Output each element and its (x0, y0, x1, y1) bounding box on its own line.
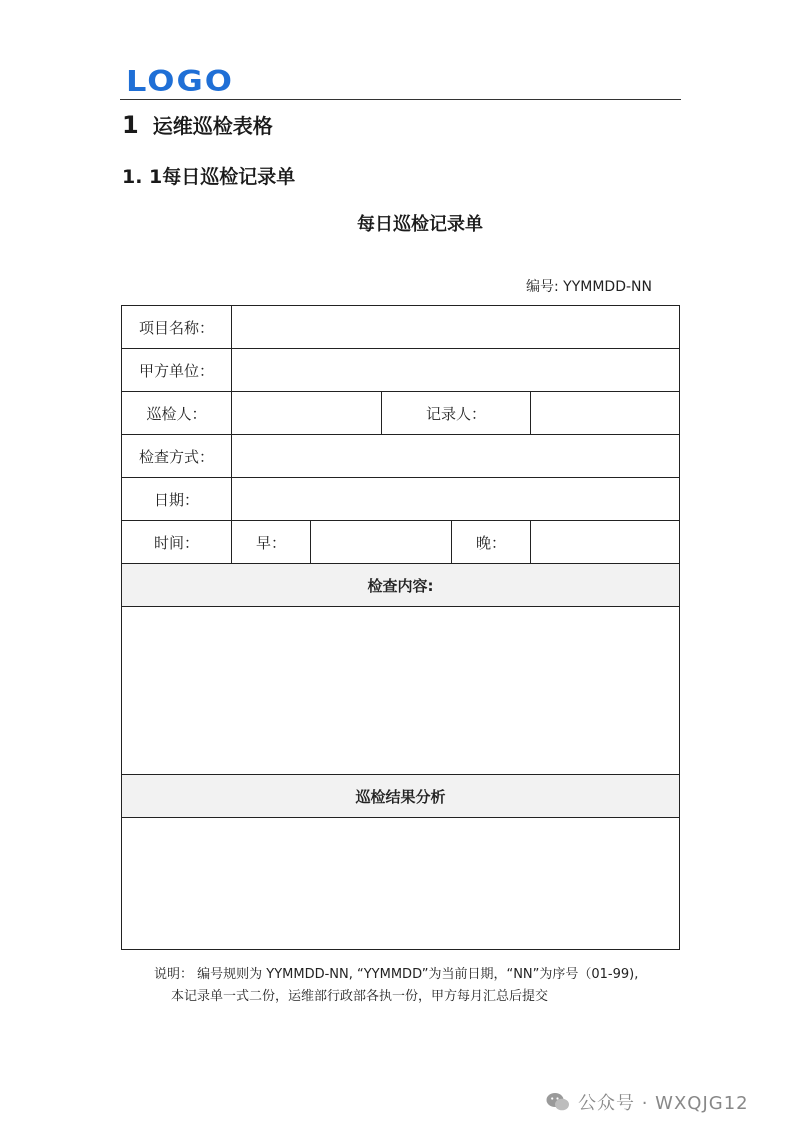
table-row (122, 607, 680, 775)
form-title: 每日巡检记录单 (357, 214, 483, 235)
party-a-field[interactable] (232, 349, 680, 392)
recorder-label: 记录人： (382, 392, 531, 435)
section-heading (122, 110, 273, 139)
morning-field[interactable] (311, 521, 452, 564)
section-title: 运维巡检表格 (152, 114, 273, 138)
table-row (122, 818, 680, 950)
inspector-field[interactable] (232, 392, 382, 435)
date-label: 日期： (122, 478, 232, 521)
inspection-form (121, 305, 680, 950)
project-name-label: 项目名称： (122, 306, 232, 349)
table-row (122, 521, 680, 564)
evening-field[interactable] (531, 521, 680, 564)
recorder-field[interactable] (531, 392, 680, 435)
project-name-field[interactable] (232, 306, 680, 349)
table-row (122, 392, 680, 435)
table-row (122, 306, 680, 349)
evening-label: 晚： (452, 521, 531, 564)
method-field[interactable] (232, 435, 680, 478)
analysis-field[interactable] (122, 818, 680, 950)
method-label: 检查方式： (122, 435, 232, 478)
check-content-header: 检查内容: (122, 564, 680, 607)
wechat-icon (546, 1092, 570, 1112)
watermark-text: 公众号 · WXQJG12 (578, 1093, 749, 1114)
logo: LOGO (126, 63, 234, 99)
section-number: 1 (122, 111, 139, 139)
table-row (122, 349, 680, 392)
check-content-field[interactable] (122, 607, 680, 775)
time-label: 时间： (122, 521, 232, 564)
analysis-header: 巡检结果分析 (122, 775, 680, 818)
form-note (154, 964, 638, 1008)
watermark (546, 1089, 749, 1115)
serial-number: 编号: YYMMDD-NN (526, 279, 652, 295)
inspector-label: 巡检人： (122, 392, 232, 435)
morning-label: 早： (232, 521, 311, 564)
date-field[interactable] (232, 478, 680, 521)
note-line-1: 说明： 编号规则为 YYMMDD-NN, “YYMMDD”为当前日期，“NN”为序号（01-99), (154, 967, 639, 982)
table-row (122, 478, 680, 521)
table-row (122, 775, 680, 818)
header-rule (120, 99, 681, 100)
subsection-heading: 1. 1每日巡检记录单 (122, 166, 296, 188)
table-row (122, 435, 680, 478)
party-a-label: 甲方单位： (122, 349, 232, 392)
note-line-2: 本记录单一式二份，运维部行政部各执一份，甲方每月汇总后提交 (171, 989, 549, 1004)
table-row (122, 564, 680, 607)
